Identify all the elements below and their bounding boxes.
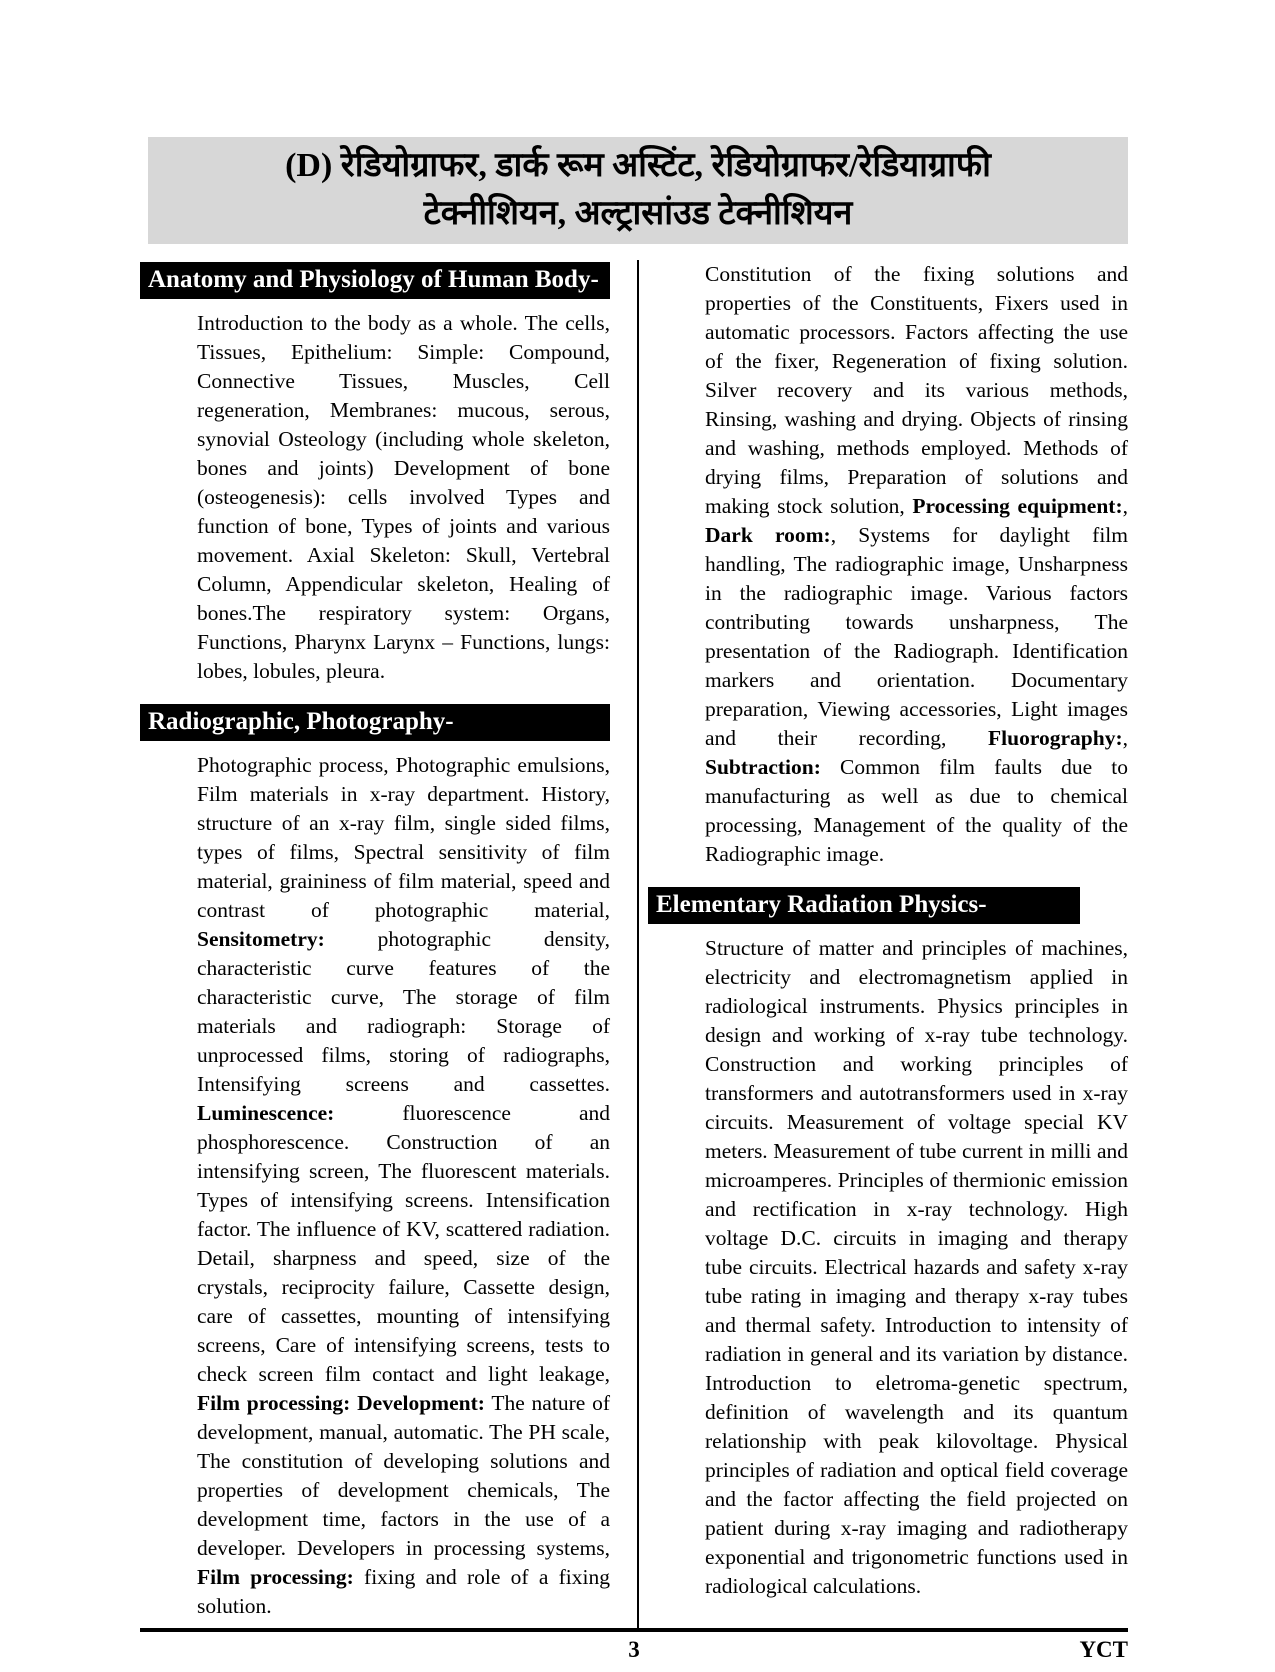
section-heading: Radiographic, Photography-	[140, 704, 610, 741]
section-heading: Elementary Radiation Physics-	[648, 887, 1080, 924]
text-segment: The nature of development, manual, automatic. The PH scale, The constitution of developing solutions and properties of development chemicals, The development time, factors in the use of a developer. Developers in processing systems,	[197, 1391, 610, 1560]
syllabus-paragraph	[197, 751, 610, 1621]
text-segment: Structure of matter and principles of machines, electricity and electromagnetism applied in radiological instruments. Physics principles in design and working of x-ray tube technology. Construction and working principles of transformers and autotransformers used in x-ray circuits. Measurement of voltage special KV meters. Measurement of tube current in milli and microamperes. Principles of thermionic emission and rectification in x-ray technology. High voltage D.C. circuits in imaging and therapy tube circuits. Electrical hazards and safety x-ray tube rating in imaging and therapy x-ray tubes and thermal safety. Introduction to intensity of radiation in general and its variation by distance. Introduction to eletroma-genetic spectrum, definition of wavelength and its quantum relationship with peak kilovoltage. Physical principles of radiation and optical field coverage and the factor affecting the field projected on patient during x-ray imaging and radiotherapy exponential and trigonometric functions used in radiological calculations.	[705, 936, 1128, 1598]
text-segment: Constitution of the fixing solutions and properties of the Constituents, Fixers used in automatic processors. Factors affecting the use of the fixer, Regeneration of fixing solution. Silver recovery and its various methods, Rinsing, washing and drying. Objects of rinsing and washing, methods employed. Methods of drying films, Preparation of solutions and making stock solution,	[705, 262, 1128, 518]
text-segment: photographic density, characteristic curve features of the characteristic curve, The storage of film materials and radiograph: Storage of unprocessed films, storing of radiographs, Intensifying screens and cassettes.	[197, 927, 610, 1096]
syllabus-paragraph	[705, 934, 1128, 1601]
syllabus-paragraph	[705, 260, 1128, 869]
right-column	[648, 260, 1128, 1628]
text-segment: fluorescence and phosphorescence. Construction of an intensifying screen, The fluorescent materials. Types of intensifying screens. Intensification factor. The influence of KV, scattered radiation. Detail, sharpness and speed, size of the crystals, reciprocity failure, Cassette design, care of cassettes, mounting of intensifying screens, Care of intensifying screens, tests to check screen film contact and light leakage,	[197, 1101, 610, 1386]
text-segment: ,	[1122, 726, 1128, 750]
column-gap	[610, 260, 637, 1628]
text-segment: Film processing:	[197, 1565, 354, 1589]
page-footer	[140, 1628, 1128, 1672]
text-segment: Dark room:	[705, 523, 831, 547]
page-number: 3	[628, 1637, 640, 1662]
syllabus-page	[140, 137, 1128, 1672]
category-title-box	[148, 137, 1128, 244]
text-segment: , Systems for daylight film handling, The radiographic image, Unsharpness in the radiographic image. Various factors contributing towards unsharpness, The presentation of the Radiograph. Identification markers and orientation. Documentary preparation, Viewing accessories, Light images and their recording,	[705, 523, 1128, 750]
text-segment: Film processing: Development:	[197, 1391, 485, 1415]
text-segment: Processing equipment:	[912, 494, 1123, 518]
category-title-line2: टेक्नीशियन, अल्ट्रासांउड टेक्नीशियन	[423, 195, 853, 232]
column-gap	[639, 260, 648, 1628]
two-column-body	[140, 260, 1128, 1628]
text-segment: fixing and role of a fixing solution.	[197, 1565, 610, 1618]
text-segment: Subtraction:	[705, 755, 821, 779]
text-segment: Luminescence:	[197, 1101, 335, 1125]
text-segment: Photographic process, Photographic emulsions, Film materials in x-ray department. History, structure of an x-ray film, single sided films, types of films, Spectral sensitivity of film material, graininess of film material, speed and contrast of photographic material,	[197, 753, 610, 922]
category-title-line1: (D) रेडियोग्राफर, डार्क रूम अस्टिंट, रेडियोग्राफर/रेडियाग्राफी	[285, 147, 991, 184]
text-segment: Common film faults due to manufacturing as well as due to chemical processing, Management of the quality of the Radiographic image.	[705, 755, 1128, 866]
section-heading: Anatomy and Physiology of Human Body-	[140, 262, 610, 299]
publisher-mark: YCT	[1079, 1637, 1128, 1662]
syllabus-paragraph	[197, 309, 610, 686]
text-segment: ,	[1122, 494, 1128, 518]
left-column	[140, 260, 610, 1628]
text-segment: Fluorography:	[988, 726, 1123, 750]
text-segment: Sensitometry:	[197, 927, 325, 951]
text-segment: Introduction to the body as a whole. The cells, Tissues, Epithelium: Simple: Compound, Connective Tissues, Muscles, Cell regeneration, Membranes: mucous, serous, synovial Osteology (including whole skeleton, bones and joints) Development of bone (osteogenesis): cells involved Types and function of bone, Types of joints and various movement. Axial Skeleton: Skull, Vertebral Column, Appendicular skeleton, Healing of bones.The respiratory system: Organs, Functions, Pharynx Larynx – Functions, lungs: lobes, lobules, pleura.	[197, 311, 610, 683]
